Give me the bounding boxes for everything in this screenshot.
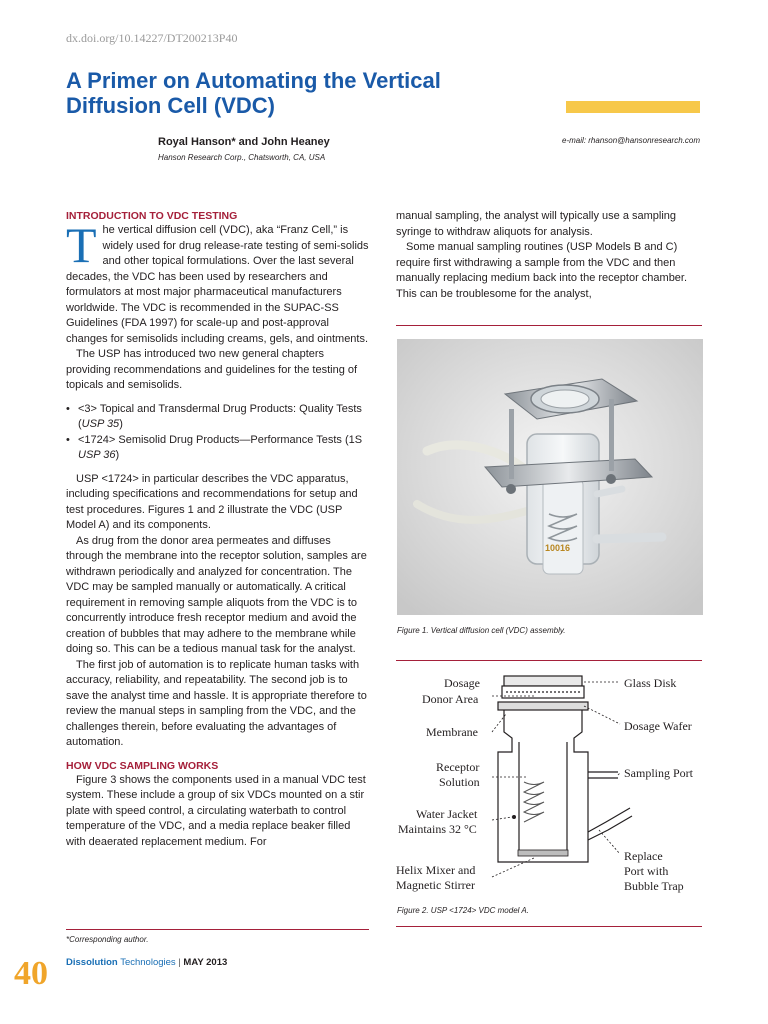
figure-rule <box>396 325 702 326</box>
paragraph: Some manual sampling routines (USP Models B and C) require first withdrawing a sample from the VDC and then manually replacing medium back into the receptor chamber. This can be troublesome for the analyst, <box>396 241 688 300</box>
title-line-1: A Primer on Automating the Vertical <box>66 68 441 93</box>
paragraph: The USP has introduced two new general chapters providing recommendations and guidelines for the testing of topicals and semisolids. <box>66 348 358 391</box>
journal-name: Dissolution <box>66 957 118 968</box>
label-solution: Solution <box>439 775 480 789</box>
paragraph: manual sampling, the analyst will typically use a sampling syringe to withdraw aliquots for analysis. <box>396 210 677 238</box>
figure-rule <box>396 926 702 927</box>
label-receptor: Receptor <box>436 760 480 774</box>
page-number: 40 <box>14 955 48 992</box>
authors: Royal Hanson* and John Heaney <box>158 136 330 148</box>
author-email[interactable]: e-mail: rhanson@hansonresearch.com <box>562 136 700 145</box>
footnote: *Corresponding author. <box>66 935 149 944</box>
label-maintains: Maintains 32 °C <box>398 822 477 836</box>
issue-date: MAY 2013 <box>183 957 228 968</box>
figure-2-caption: Figure 2. USP <1724> VDC model A. <box>397 906 529 915</box>
drop-cap: T <box>66 217 97 273</box>
accent-bar <box>566 101 700 113</box>
label-helix: Helix Mixer and <box>396 863 476 877</box>
bullet-item: • <1724> Semisolid Drug Products—Performance Tests (1S USP 36) <box>66 433 369 464</box>
title-line-2: Diffusion Cell (VDC) <box>66 93 275 118</box>
figure-2-diagram <box>394 672 706 900</box>
intro-paragraph: The vertical diffusion cell (VDC), aka “Franz Cell,” is widely used for drug release-rate testing of semi-solids and other topical formulations. Over the last several decades, the VDC has been used by researchers and formulators at most major pharmaceutical manufacturers worldwide. The VDC is recommended in the SUPAC-SS Guidelines (FDA 1997) for scale-up and post-approval changes for semisolids including creams, gels, and ointments. <box>66 217 369 345</box>
label-bubble-trap: Bubble Trap <box>624 879 684 893</box>
label-dosage: Dosage <box>444 676 480 690</box>
journal-name-2: Technologies <box>117 957 176 968</box>
bullet-item: • <3> Topical and Transdermal Drug Products: Quality Tests (USP 35) <box>66 402 369 433</box>
figure-1-photo <box>397 339 703 615</box>
footer-separator: | <box>175 957 184 968</box>
label-donor-area: Donor Area <box>422 692 479 706</box>
paragraph: USP <1724> in particular describes the VDC apparatus, including specifications and recommendations for setup and test procedures. Figures 1 and 2 illustrate the VDC (USP Model A) and its components. <box>66 472 358 531</box>
figure-rule <box>396 660 702 661</box>
doi[interactable]: dx.doi.org/10.14227/DT200213P40 <box>66 31 238 45</box>
label-stirrer: Magnetic Stirrer <box>396 878 475 892</box>
journal-footer <box>66 957 227 968</box>
label-water-jacket: Water Jacket <box>416 807 478 821</box>
footnote-rule <box>66 929 369 930</box>
paragraph: The first job of automation is to replicate human tasks with accuracy, reliability, and repeatability. The second job is to save the analyst time and hassle. It is appropriate therefore to review the manual steps in sampling from the VDC, and the challenges therein, before evaluating the advantages of automation. <box>66 658 367 748</box>
section-heading-sampling: HOW VDC SAMPLING WORKS <box>66 759 219 772</box>
right-column <box>396 209 702 302</box>
affiliation: Hanson Research Corp., Chatsworth, CA, USA <box>158 153 326 162</box>
label-glass-disk: Glass Disk <box>624 676 677 690</box>
label-sampling-port: Sampling Port <box>624 766 694 780</box>
figure-1-caption: Figure 1. Vertical diffusion cell (VDC) assembly. <box>397 626 566 635</box>
paragraph: Figure 3 shows the components used in a manual VDC test system. These include a group of six VDCs mounted on a stir plate with speed control, a circulating waterbath to control temperature of the VDC, and a media replace beaker filled with deaerated replacement medium. For <box>66 773 366 848</box>
label-dosage-wafer: Dosage Wafer <box>624 719 692 733</box>
bullet-list <box>66 402 369 464</box>
section-heading-intro: INTRODUCTION TO VDC TESTING <box>66 210 238 222</box>
label-replace: Replace <box>624 849 663 863</box>
paragraph: As drug from the donor area permeates and diffuses through the membrane into the receptor solution, samples are withdrawn periodically and analyzed for concentration. The VDC may be sampled manually or automatically. A critical requirement in removing sample aliquots from the VDC is to concurrently introduce fresh receptor medium and avoid the creation of bubbles that may adhere to the membrane while doing so. This can be a tedious manual task for the analyst. <box>66 534 367 655</box>
cell-number: 10016 <box>545 543 571 553</box>
left-column <box>66 209 369 850</box>
label-port-with: Port with <box>624 864 669 878</box>
article-title <box>66 68 536 118</box>
label-membrane: Membrane <box>426 725 478 739</box>
